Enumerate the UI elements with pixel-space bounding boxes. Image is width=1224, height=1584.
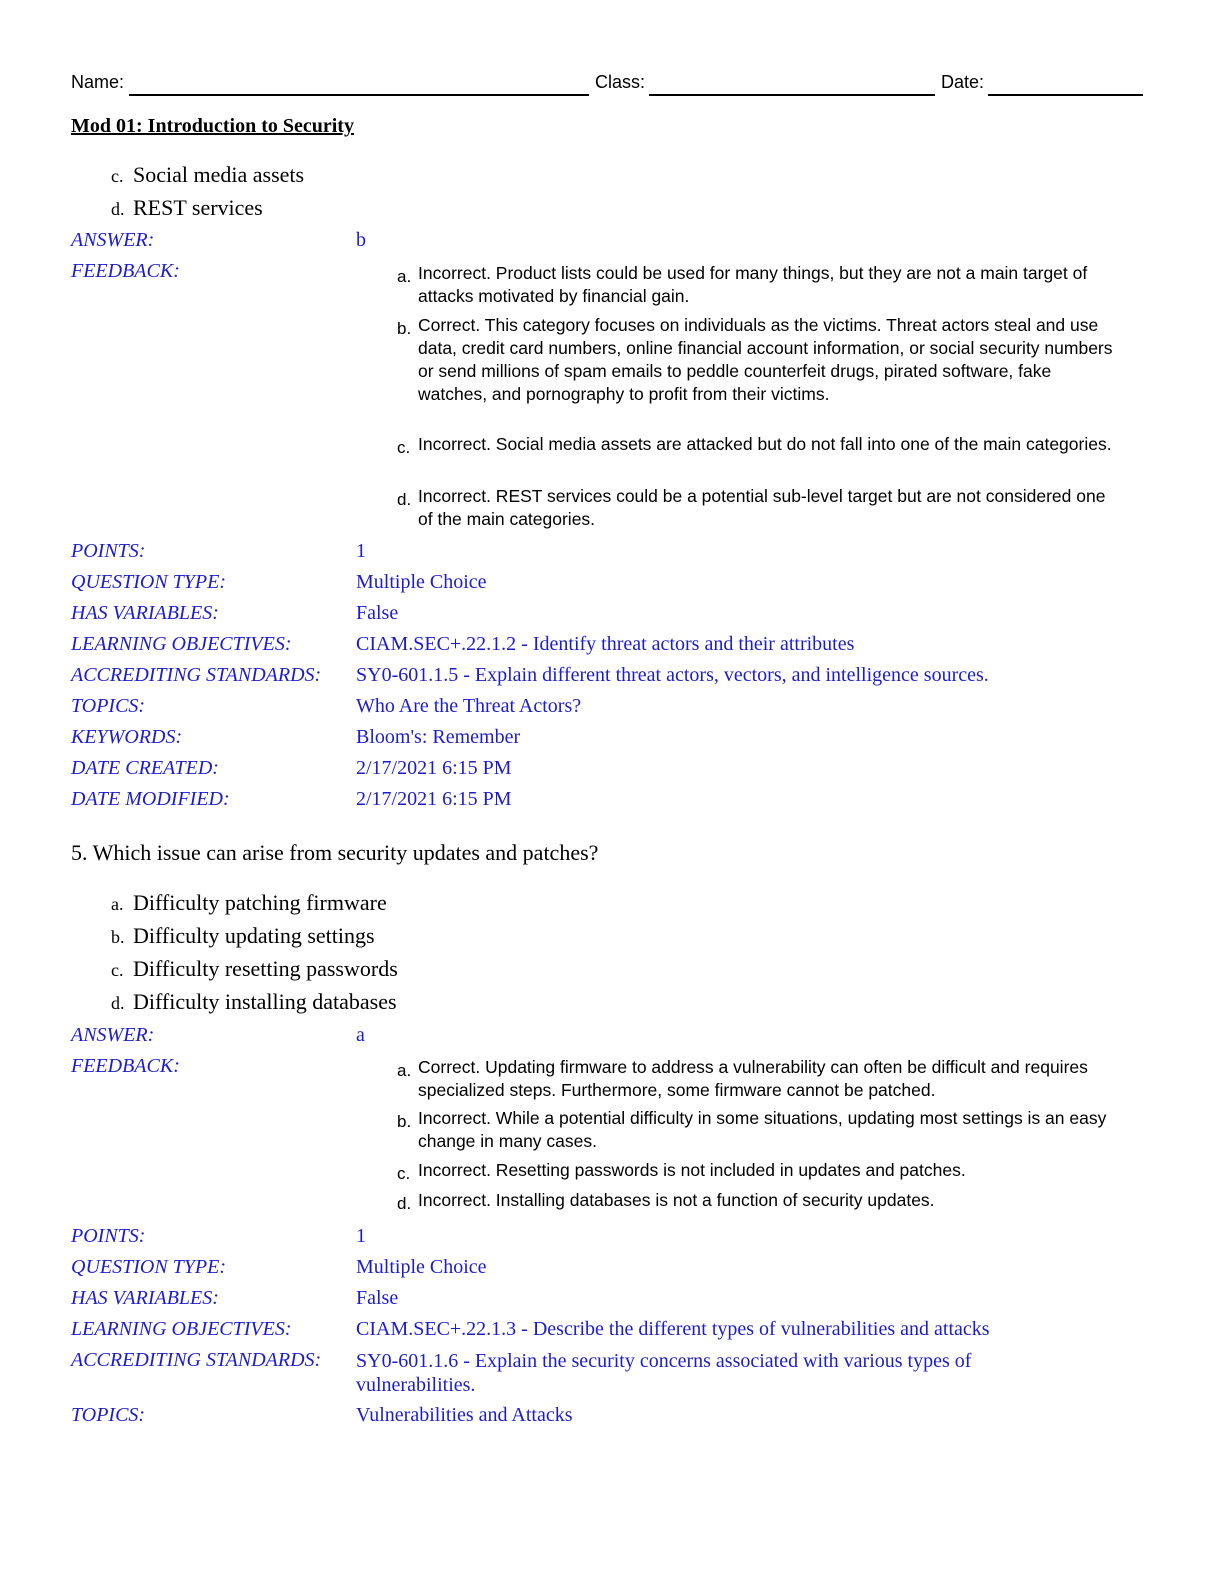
option-d: d. Difficulty installing databases [111, 989, 397, 1014]
student-info-header [71, 72, 1143, 98]
meta-row-topics: TOPICS: Vulnerabilities and Attacks [71, 1404, 573, 1426]
meta-row-date-modified: DATE MODIFIED: 2/17/2021 6:15 PM [71, 788, 512, 810]
meta-row-topics: TOPICS: Who Are the Threat Actors? [71, 695, 582, 717]
feedback-item: a. Correct. Updating firmware to address a vulnerability can often be difficult and requires specialized steps. Furthermore, some firmware cannot be patched. [397, 1057, 1088, 1100]
date-label: Date: [941, 72, 985, 92]
question-text: 5. Which issue can arise from security updates and patches? [71, 840, 599, 865]
name-label: Name: [71, 72, 125, 92]
meta-row-question-type: QUESTION TYPE: Multiple Choice [71, 1256, 487, 1278]
feedback-item: b. Incorrect. While a potential difficulty in some situations, updating most settings is an easy change in many cases. [397, 1108, 1107, 1151]
meta-row-learning-objectives: LEARNING OBJECTIVES: CIAM.SEC+.22.1.2 - Identify threat actors and their attributes [71, 633, 855, 655]
meta-row-learning-objectives: LEARNING OBJECTIVES: CIAM.SEC+.22.1.3 - Describe the different types of vulnerabilities and attacks [71, 1318, 990, 1340]
answer-row: ANSWER: b [71, 229, 366, 251]
feedback-item: c. Incorrect. Social media assets are attacked but do not fall into one of the main categories. [397, 434, 1112, 457]
meta-row-has-variables: HAS VARIABLES: False [71, 602, 399, 624]
feedback-item: a. Incorrect. Product lists could be used for many things, but they are not a main target of attacks motivated by financial gain. [397, 263, 1088, 306]
date-line [988, 94, 1143, 96]
feedback-item: b. Correct. This category focuses on individuals as the victims. Threat actors steal and use data, credit card numbers, online financial account information, or social security numbers or send millions of spam emails to peddle counterfeit drugs, pirated software, fake watches, and pornography to profit from their victims. [397, 315, 1113, 404]
feedback-item: d. Incorrect. REST services could be a potential sub-level target but are not considered one of the main categories. [397, 486, 1106, 529]
feedback-label-row: FEEDBACK: [71, 1055, 180, 1077]
class-label: Class: [595, 72, 646, 92]
option-d: d. REST services [111, 195, 263, 220]
feedback-item: c. Incorrect. Resetting passwords is not included in updates and patches. [397, 1160, 966, 1183]
meta-row-points: POINTS: 1 [71, 1225, 366, 1247]
meta-row-accrediting-standards: ACCREDITING STANDARDS: SY0-601.1.6 - Explain the security concerns associated with various types of vulnerabilities. [71, 1349, 972, 1396]
option-c: c. Social media assets [111, 162, 305, 187]
name-line [129, 94, 589, 96]
module-title: Mod 01: Introduction to Security [71, 115, 354, 137]
option-a: a. Difficulty patching firmware [111, 890, 387, 915]
meta-row-points: POINTS: 1 [71, 540, 366, 562]
feedback-label-row: FEEDBACK: [71, 260, 180, 282]
meta-row-date-created: DATE CREATED: 2/17/2021 6:15 PM [71, 757, 512, 779]
option-c: c. Difficulty resetting passwords [111, 956, 398, 981]
meta-row-has-variables: HAS VARIABLES: False [71, 1287, 399, 1309]
meta-row-accrediting-standards: ACCREDITING STANDARDS: SY0-601.1.5 - Explain different threat actors, vectors, and intelligence sources. [71, 664, 989, 686]
class-line [649, 94, 935, 96]
meta-row-keywords: KEYWORDS: Bloom's: Remember [71, 726, 521, 748]
meta-row-question-type: QUESTION TYPE: Multiple Choice [71, 571, 487, 593]
answer-row: ANSWER: a [71, 1024, 365, 1046]
feedback-item: d. Incorrect. Installing databases is not a function of security updates. [397, 1190, 935, 1213]
option-b: b. Difficulty updating settings [111, 923, 375, 948]
